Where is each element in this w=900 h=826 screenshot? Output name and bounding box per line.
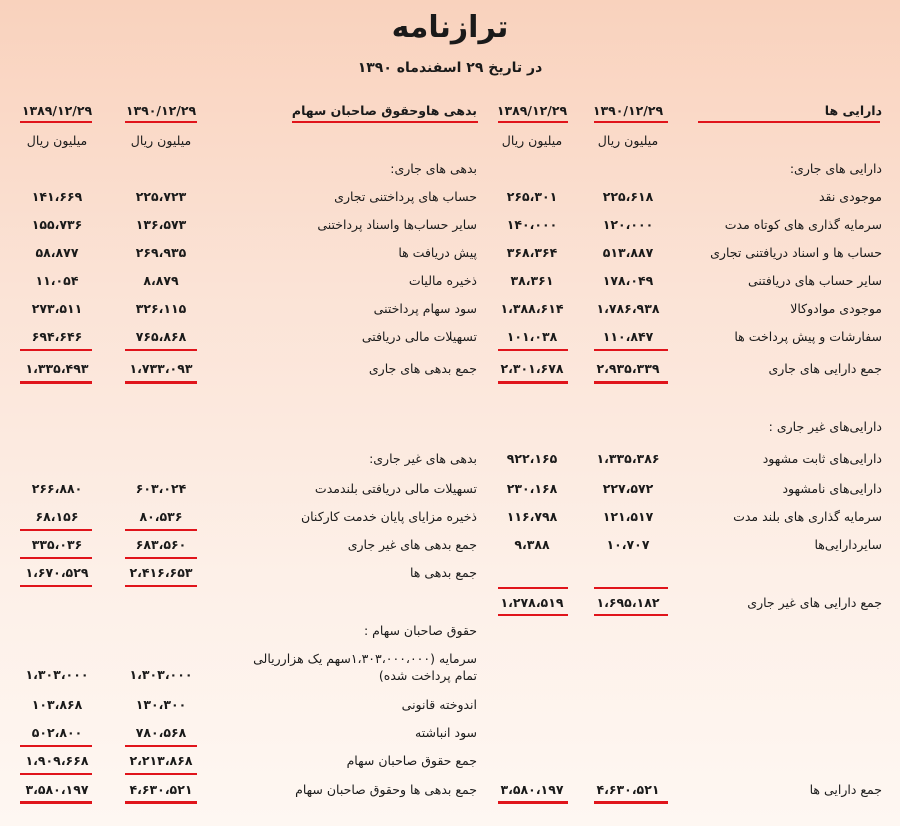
equity-row-1390: ۷۸۰،۵۶۸ xyxy=(135,725,187,740)
grand-total-line xyxy=(20,801,92,804)
asset-row-label: سایردارایی‌ها xyxy=(814,537,882,552)
asset-row-1389: ۳۶۸،۳۶۴ xyxy=(506,245,558,260)
subtotal-line xyxy=(20,557,92,559)
subtotal-line xyxy=(20,585,92,587)
liab-row-1390: ۷۶۵،۸۶۸ xyxy=(135,329,187,344)
grand-total-line xyxy=(125,801,197,804)
liab-total-1389: ۱،۶۷۰،۵۲۹ xyxy=(25,565,89,580)
subtotal-line xyxy=(125,349,197,351)
liab-current-heading: بدهی های جاری: xyxy=(390,161,477,176)
liab-row-label: ذخیره مالیات xyxy=(408,273,477,288)
subtotal-line xyxy=(125,585,197,587)
liab-noncurrent-total-1389: ۳۳۵،۰۳۶ xyxy=(31,537,83,552)
liabilities-heading: بدهی هاوحقوق صاحبان سهام xyxy=(291,103,477,118)
asset-row-1389: ۱۱۶،۷۹۸ xyxy=(506,509,558,524)
liab-current-total-1390: ۱،۷۳۳،۰۹۳ xyxy=(129,361,193,376)
liab-row-label: ذخیره مزایای پایان خدمت کارکنان xyxy=(300,509,477,524)
asset-row-1390: ۱،۳۳۵،۳۸۶ xyxy=(596,451,660,466)
subtotal-line xyxy=(498,614,568,616)
assets-noncurrent-total-1389: ۱،۲۷۸،۵۱۹ xyxy=(500,595,564,610)
asset-row-label: سرمایه گذاری های بلند مدت xyxy=(733,509,882,524)
asset-row-1390: ۱،۷۸۶،۹۳۸ xyxy=(596,301,660,316)
asset-row-label: سفارشات و پیش پرداخت ها xyxy=(734,329,882,344)
liab-grand-total-label: جمع بدهی ها وحقوق صاحبان سهام xyxy=(295,782,477,797)
assets-noncurrent-heading: دارایی‌های غیر جاری : xyxy=(768,419,882,434)
asset-row-1389: ۱۴۰،۰۰۰ xyxy=(506,217,558,232)
assets-grand-total-1389: ۳،۵۸۰،۱۹۷ xyxy=(500,782,564,797)
asset-row-label: دارایی‌های نامشهود xyxy=(782,481,882,496)
liab-row-1390: ۳۲۶،۱۱۵ xyxy=(135,301,187,316)
asset-row-1389: ۱۰۱،۰۳۸ xyxy=(506,329,558,344)
liab-row-1390: ۸،۸۷۹ xyxy=(143,273,179,288)
subtotal-line xyxy=(498,349,568,351)
asset-row-1389: ۲۳۰،۱۶۸ xyxy=(506,481,558,496)
liab-row-1389: ۱۱،۰۵۴ xyxy=(35,273,79,288)
equity-total-1390: ۲،۲۱۳،۸۶۸ xyxy=(129,753,193,768)
page-title: ترازنامه xyxy=(391,10,509,45)
asset-row-label: موجودی نقد xyxy=(818,189,882,204)
asset-row-1390: ۲۲۵،۶۱۸ xyxy=(602,189,654,204)
header-underline-l2 xyxy=(20,121,92,123)
liab-row-label: سود سهام پرداختنی xyxy=(373,301,477,316)
equity-total-label: جمع حقوق صاحبان سهام xyxy=(346,753,477,768)
equity-total-1389: ۱،۹۰۹،۶۶۸ xyxy=(25,753,89,768)
equity-row-label: اندوخته قانونی xyxy=(401,697,477,712)
subtotal-line xyxy=(498,587,568,589)
asset-row-1390: ۱۲۱،۵۱۷ xyxy=(602,509,654,524)
liab-row-1389: ۱۵۵،۷۳۶ xyxy=(31,217,83,232)
asset-row-1390: ۱۱۰،۸۴۷ xyxy=(602,329,654,344)
liab-row-label: پیش دریافت ها xyxy=(398,245,477,260)
subtotal-line xyxy=(125,557,197,559)
asset-row-label: حساب ها و اسناد دریافتنی تجاری xyxy=(710,245,882,260)
header-underline-l1 xyxy=(125,121,197,123)
subtotal-line xyxy=(125,773,197,775)
equity-row-1390: ۱۳۰،۳۰۰ xyxy=(135,697,187,712)
liab-noncurrent-heading: بدهی های غیر جاری: xyxy=(369,451,477,466)
equity-row-label: سود انباشته xyxy=(415,725,477,740)
liab-row-label: سایر حساب‌ها واسناد پرداختنی xyxy=(317,217,477,232)
liab-unit-1: میلیون ریال xyxy=(130,133,192,148)
header-underline-assets xyxy=(698,121,880,123)
equity-row-1390: ۱،۳۰۳،۰۰۰ xyxy=(129,667,193,682)
assets-unit-2: میلیون ریال xyxy=(501,133,563,148)
assets-current-total-1390: ۲،۹۳۵،۳۳۹ xyxy=(596,361,660,376)
total-line xyxy=(125,381,197,384)
header-underline-liab xyxy=(292,121,478,123)
liab-total-label: جمع بدهی ها xyxy=(409,565,477,580)
asset-row-1390: ۱۷۸،۰۴۹ xyxy=(602,273,654,288)
subtotal-line xyxy=(20,745,92,747)
asset-row-1389: ۲۶۵،۳۰۱ xyxy=(506,189,558,204)
grand-total-line xyxy=(594,801,668,804)
asset-row-1389: ۱،۳۸۸،۶۱۴ xyxy=(500,301,564,316)
assets-current-total-label: جمع دارایی های جاری xyxy=(768,361,882,376)
subtotal-line xyxy=(594,349,668,351)
equity-row-label: سرمایه (۱،۳۰۳،۰۰۰،۰۰۰سهم یک هزارریالی تمام پرداخت شده) xyxy=(253,651,477,683)
assets-col1-date: ۱۳۹۰/۱۲/۲۹ xyxy=(592,103,664,118)
assets-unit-1: میلیون ریال xyxy=(597,133,659,148)
asset-row-label: سرمایه گذاری های کوتاه مدت xyxy=(724,217,882,232)
liab-col1-date: ۱۳۹۰/۱۲/۲۹ xyxy=(125,103,197,118)
subtotal-line xyxy=(20,529,92,531)
asset-row-1390: ۲۲۷،۵۷۲ xyxy=(602,481,654,496)
equity-row-1389: ۱،۳۰۳،۰۰۰ xyxy=(25,667,89,682)
liab-row-1389: ۶۹۴،۶۴۶ xyxy=(31,329,83,344)
subtotal-line xyxy=(594,614,668,616)
liab-row-1389: ۶۸،۱۵۶ xyxy=(35,509,79,524)
asset-row-label: سایر حساب های دریافتنی xyxy=(747,273,882,288)
equity-row-1389: ۵۰۲،۸۰۰ xyxy=(31,725,83,740)
asset-row-1390: ۵۱۳،۸۸۷ xyxy=(602,245,654,260)
liab-current-total-label: جمع بدهی های جاری xyxy=(368,361,477,376)
liab-current-total-1389: ۱،۳۳۵،۴۹۳ xyxy=(25,361,89,376)
liab-row-1390: ۸۰،۵۳۶ xyxy=(139,509,183,524)
liab-grand-total-1389: ۳،۵۸۰،۱۹۷ xyxy=(25,782,89,797)
total-line xyxy=(594,381,668,384)
total-line xyxy=(498,381,568,384)
assets-noncurrent-total-label: جمع دارایی های غیر جاری xyxy=(747,595,882,610)
assets-current-heading: دارایی های جاری: xyxy=(789,161,882,176)
liab-row-label: حساب های پرداختنی تجاری xyxy=(334,189,477,204)
assets-grand-total-1390: ۴،۶۳۰،۵۲۱ xyxy=(596,782,660,797)
page-subtitle: در تاریخ ۲۹ اسفندماه ۱۳۹۰ xyxy=(357,60,543,76)
total-line xyxy=(20,381,92,384)
assets-noncurrent-total-1390: ۱،۶۹۵،۱۸۲ xyxy=(596,595,660,610)
liab-noncurrent-total-1390: ۶۸۳،۵۶۰ xyxy=(135,537,187,552)
equity-row-1389: ۱۰۳،۸۶۸ xyxy=(31,697,83,712)
grand-total-line xyxy=(498,801,568,804)
liab-row-1389: ۲۷۳،۵۱۱ xyxy=(31,301,83,316)
liab-row-1390: ۲۶۹،۹۳۵ xyxy=(135,245,187,260)
subtotal-line xyxy=(20,349,92,351)
subtotal-line xyxy=(125,745,197,747)
liab-row-1390: ۱۳۶،۵۷۳ xyxy=(135,217,187,232)
liab-row-label: تسهیلات مالی دریافتی بلندمدت xyxy=(314,481,477,496)
liab-row-label: تسهیلات مالی دریافتی xyxy=(361,329,477,344)
asset-row-label: موجودی موادوکالا xyxy=(790,301,882,316)
header-underline-a2 xyxy=(498,121,568,123)
assets-current-total-1389: ۲،۳۰۱،۶۷۸ xyxy=(500,361,564,376)
asset-row-1390: ۱۰،۷۰۷ xyxy=(606,537,650,552)
liab-row-1390: ۲۲۵،۷۲۳ xyxy=(135,189,187,204)
asset-row-1389: ۳۸،۳۶۱ xyxy=(510,273,554,288)
liab-row-1389: ۵۸،۸۷۷ xyxy=(35,245,79,260)
liab-total-1390: ۲،۴۱۶،۶۵۳ xyxy=(129,565,193,580)
liab-row-1389: ۲۶۶،۸۸۰ xyxy=(31,481,83,496)
asset-row-1390: ۱۲۰،۰۰۰ xyxy=(602,217,654,232)
header-underline-a1 xyxy=(594,121,668,123)
asset-row-1389: ۹،۳۸۸ xyxy=(514,537,550,552)
assets-heading: دارایی ها xyxy=(824,103,882,118)
asset-row-label: دارایی‌های ثابت مشهود xyxy=(762,451,882,466)
assets-col2-date: ۱۳۸۹/۱۲/۲۹ xyxy=(496,103,568,118)
liab-row-1390: ۶۰۳،۰۲۴ xyxy=(135,481,187,496)
equity-heading: حقوق صاحبان سهام : xyxy=(363,623,477,638)
liab-unit-2: میلیون ریال xyxy=(26,133,88,148)
subtotal-line xyxy=(125,529,197,531)
assets-grand-total-label: جمع دارایی ها xyxy=(809,782,882,797)
liab-col2-date: ۱۳۸۹/۱۲/۲۹ xyxy=(21,103,93,118)
liab-row-1389: ۱۴۱،۶۶۹ xyxy=(31,189,83,204)
subtotal-line xyxy=(594,587,668,589)
liab-grand-total-1390: ۴،۶۳۰،۵۲۱ xyxy=(129,782,193,797)
subtotal-line xyxy=(20,773,92,775)
liab-noncurrent-total-label: جمع بدهی های غیر جاری xyxy=(347,537,477,552)
asset-row-1389: ۹۲۲،۱۶۵ xyxy=(506,451,558,466)
